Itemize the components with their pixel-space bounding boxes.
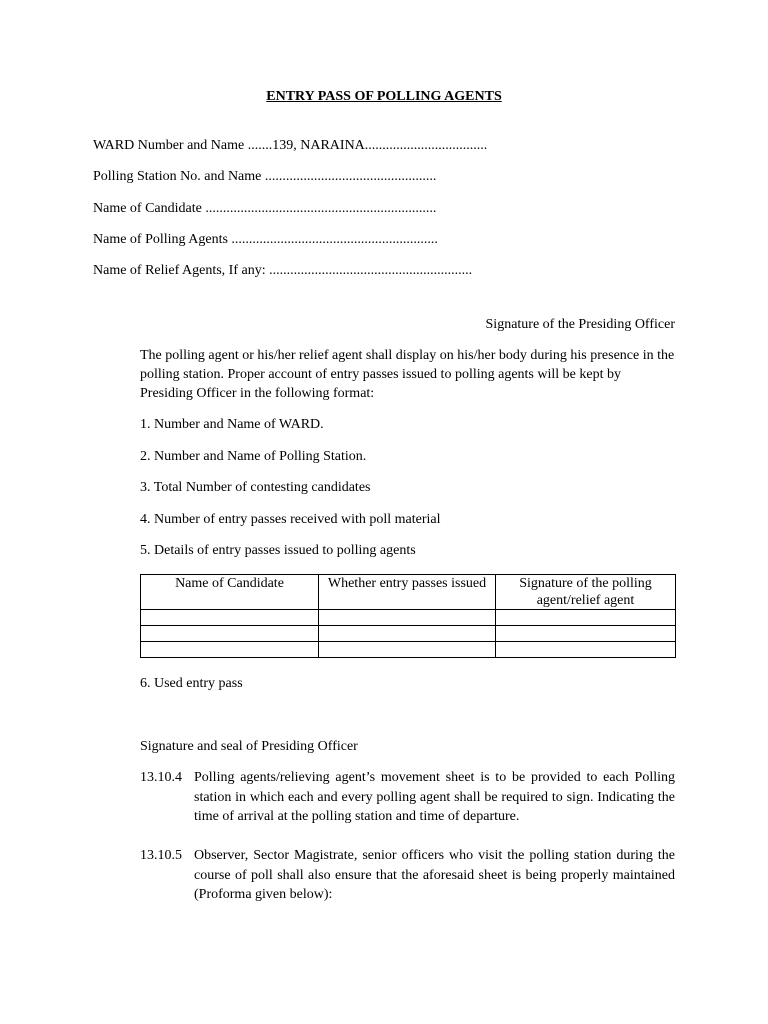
clause-13-10-4	[140, 768, 675, 827]
format-item-4: 4. Number of entry passes received with poll material	[140, 512, 441, 527]
clause-number: 13.10.5	[140, 848, 182, 863]
format-item-1: 1. Number and Name of WARD.	[140, 417, 324, 432]
field-polling-station: Polling Station No. and Name .................................................	[93, 169, 437, 184]
document-title: ENTRY PASS OF POLLING AGENTS	[266, 89, 502, 104]
table-cell	[319, 610, 496, 626]
field-polling-agents: Name of Polling Agents ...........................................................	[93, 232, 438, 247]
table-row	[141, 626, 676, 642]
table-header-cell: Name of Candidate	[141, 575, 319, 610]
instruction-paragraph: The polling agent or his/her relief agent shall display on his/her body during his presence in the polling station. Proper account of entry passes issued to polling agents will be kept by Presiding Officer in the following format:	[140, 348, 675, 401]
table-cell	[496, 626, 676, 642]
table-row	[141, 610, 676, 626]
table-row	[141, 642, 676, 658]
signature-seal-presiding-officer: Signature and seal of Presiding Officer	[140, 739, 358, 754]
table-cell	[141, 610, 319, 626]
clause-text: Polling agents/relieving agent’s movement sheet is to be provided to each Polling station in which each and every polling agent shall be required to sign. Indicating the time of arrival at the polling station and time of departure.	[194, 770, 675, 824]
entry-pass-table	[140, 574, 676, 658]
format-item-3: 3. Total Number of contesting candidates	[140, 480, 371, 495]
table-cell	[319, 642, 496, 658]
table-cell	[496, 642, 676, 658]
table-cell	[141, 626, 319, 642]
field-relief-agents: Name of Relief Agents, If any: ..........................................................	[93, 263, 473, 278]
clause-13-10-5	[140, 846, 675, 905]
signature-presiding-officer: Signature of the Presiding Officer	[485, 317, 675, 332]
clause-text: Observer, Sector Magistrate, senior officers who visit the polling station during the course of poll shall also ensure that the aforesaid sheet is being properly maintained (Proforma given below):	[194, 848, 675, 902]
table-header-cell: Whether entry passes issued	[319, 575, 496, 610]
field-candidate: Name of Candidate ..................................................................	[93, 201, 437, 216]
format-item-2: 2. Number and Name of Polling Station.	[140, 449, 367, 464]
table-header-row	[141, 575, 676, 610]
table-cell	[141, 642, 319, 658]
format-item-6: 6. Used entry pass	[140, 676, 243, 691]
table-cell	[496, 610, 676, 626]
table-header-cell: Signature of the polling agent/relief agent	[496, 575, 676, 610]
format-item-5: 5. Details of entry passes issued to polling agents	[140, 543, 416, 558]
clause-number: 13.10.4	[140, 770, 182, 785]
table-cell	[319, 626, 496, 642]
field-ward: WARD Number and Name .......139, NARAINA...................................	[93, 138, 488, 153]
